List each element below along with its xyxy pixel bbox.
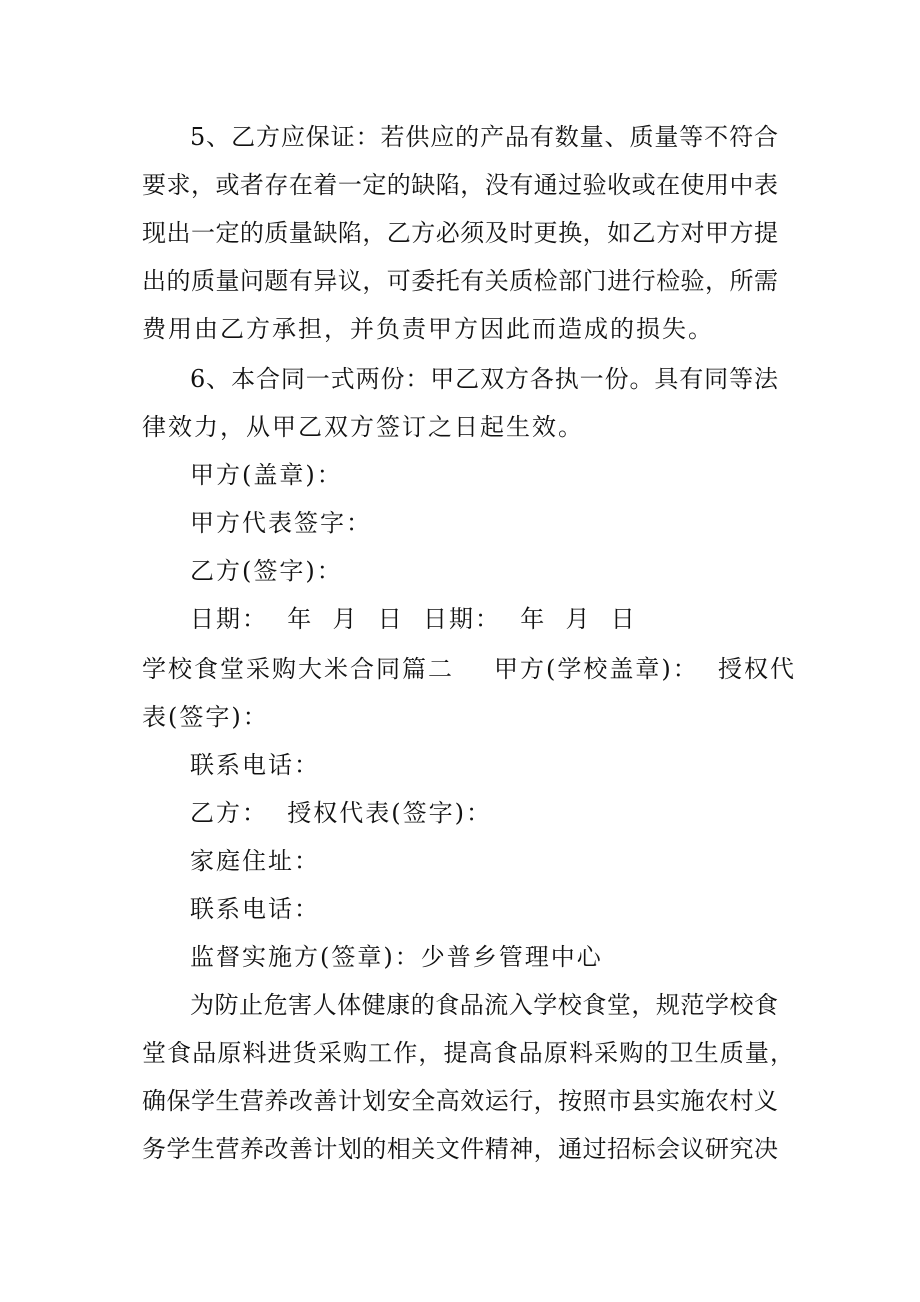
intro-line-1: 为防止危害人体健康的食品流入学校食堂，规范学校食: [190, 991, 778, 1019]
phone-label-2: 联系电话：: [190, 895, 320, 923]
clause6-line-1: 6、本合同一式两份：甲乙双方各执一份。具有同等法: [190, 365, 778, 393]
supervisor-line: 监督实施方(签章)：少普乡管理中心: [190, 943, 603, 971]
intro-line-4: 务学生营养改善计划的相关文件精神，通过招标会议研究决: [142, 1135, 778, 1163]
intro-line-3: 确保学生营养改善计划安全高效运行，按照市县实施农村义: [142, 1087, 778, 1115]
clause5-line-5: 费用由乙方承担，并负责甲方因此而造成的损失。: [142, 315, 714, 343]
clause5-line-2: 要求，或者存在着一定的缺陷，没有通过验收或在使用中表: [142, 171, 778, 199]
clause5-line-4: 出的质量问题有异议，可委托有关质检部门进行检验，所需: [142, 267, 778, 295]
party-b-sign-label: 乙方(签字)：: [190, 557, 343, 585]
party-a-seal-label: 甲方(盖章)：: [190, 461, 343, 489]
clause5-line-1: 5、乙方应保证：若供应的产品有数量、质量等不符合: [190, 123, 778, 151]
date-line: 日期： 年 月 日 日期： 年 月 日: [190, 605, 637, 633]
home-address-label: 家庭住址：: [190, 847, 320, 875]
intro-line-2: 堂食品原料进货采购工作，提高食品原料采购的卫生质量，: [142, 1039, 794, 1067]
section-party-a: 甲方(学校盖章)： 授权代: [494, 655, 796, 683]
party-a-rep-label: 甲方代表签字：: [190, 509, 372, 537]
section-party-a-cont: 表(签字)：: [142, 703, 269, 731]
clause5-line-3: 现出一定的质量缺陷，乙方必须及时更换，如乙方对甲方提: [142, 219, 778, 247]
clause6-line-2: 律效力，从甲乙双方签订之日起生效。: [142, 413, 584, 441]
phone-label-1: 联系电话：: [190, 751, 320, 779]
section-title: 学校食堂采购大米合同篇二: [142, 655, 454, 683]
party-b-line: 乙方： 授权代表(签字)：: [190, 799, 492, 827]
